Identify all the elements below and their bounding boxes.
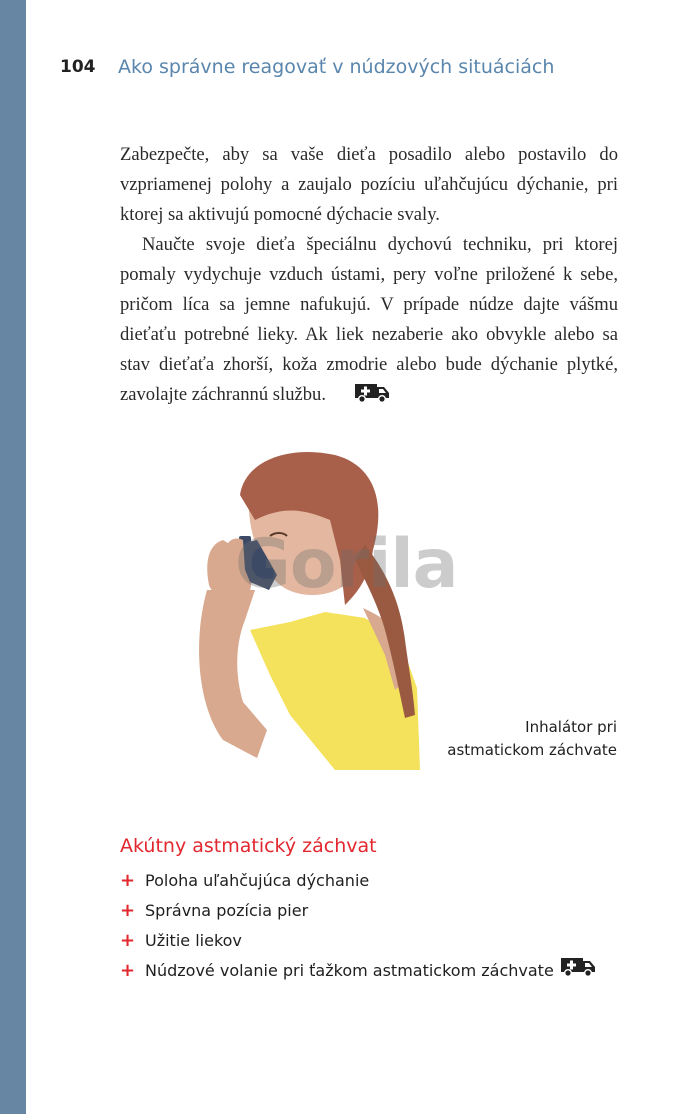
- checklist: [120, 866, 596, 986]
- paragraph-2: [120, 230, 618, 414]
- plus-icon: +: [120, 900, 136, 921]
- section-title: Akútny astmatický záchvat: [120, 835, 377, 857]
- caption-line-2: astmatickom záchvate: [447, 741, 617, 759]
- page-header: [60, 54, 554, 80]
- list-item: [120, 866, 596, 896]
- list-item-label: Poloha uľahčujúca dýchanie: [145, 871, 370, 890]
- list-item: [120, 956, 596, 986]
- page-number: 104: [60, 57, 96, 77]
- plus-icon: +: [120, 930, 136, 951]
- plus-icon: +: [120, 960, 136, 981]
- side-color-bar: [0, 0, 26, 1114]
- list-item-label: Užitie liekov: [145, 931, 242, 950]
- list-item-label: Núdzové volanie pri ťažkom astmatickom záchvate: [145, 961, 554, 980]
- body-text: [120, 140, 618, 414]
- list-item-label: Správna pozícia pier: [145, 901, 309, 920]
- list-item: [120, 896, 596, 926]
- image-caption: [447, 716, 617, 762]
- ambulance-icon: [560, 956, 596, 986]
- chapter-title: Ako správne reagovať v núdzových situáciách: [118, 56, 555, 78]
- paragraph-2-text: Naučte svoje dieťa špeciálnu dychovú techniku, pri ktorej pomaly vydychuje vzduch ústami, pery voľne priložené k sebe, pričom líca sa jemne nafukujú. V prípade núdze dajte vášmu dieťaťu potrebné lieky. Ak liek nezaberie ako obvykle alebo sa stav dieťaťa zhorší, koža zmodrie alebo bude dýchanie plytké, zavolajte záchrannú službu.: [120, 234, 618, 405]
- ambulance-icon: [332, 382, 390, 414]
- paragraph-1: Zabezpečte, aby sa vaše dieťa posadilo alebo postavilo do vzpriamenej polohy a zaujalo pozíciu uľahčujúcu dýchanie, pri ktorej sa aktivujú pomocné dýchacie svaly.: [120, 144, 618, 225]
- caption-line-1: Inhalátor pri: [525, 718, 617, 736]
- girl-with-inhaler-illustration: [195, 440, 435, 780]
- list-item: [120, 926, 596, 956]
- plus-icon: +: [120, 870, 136, 891]
- watermark: Gorila: [235, 525, 458, 604]
